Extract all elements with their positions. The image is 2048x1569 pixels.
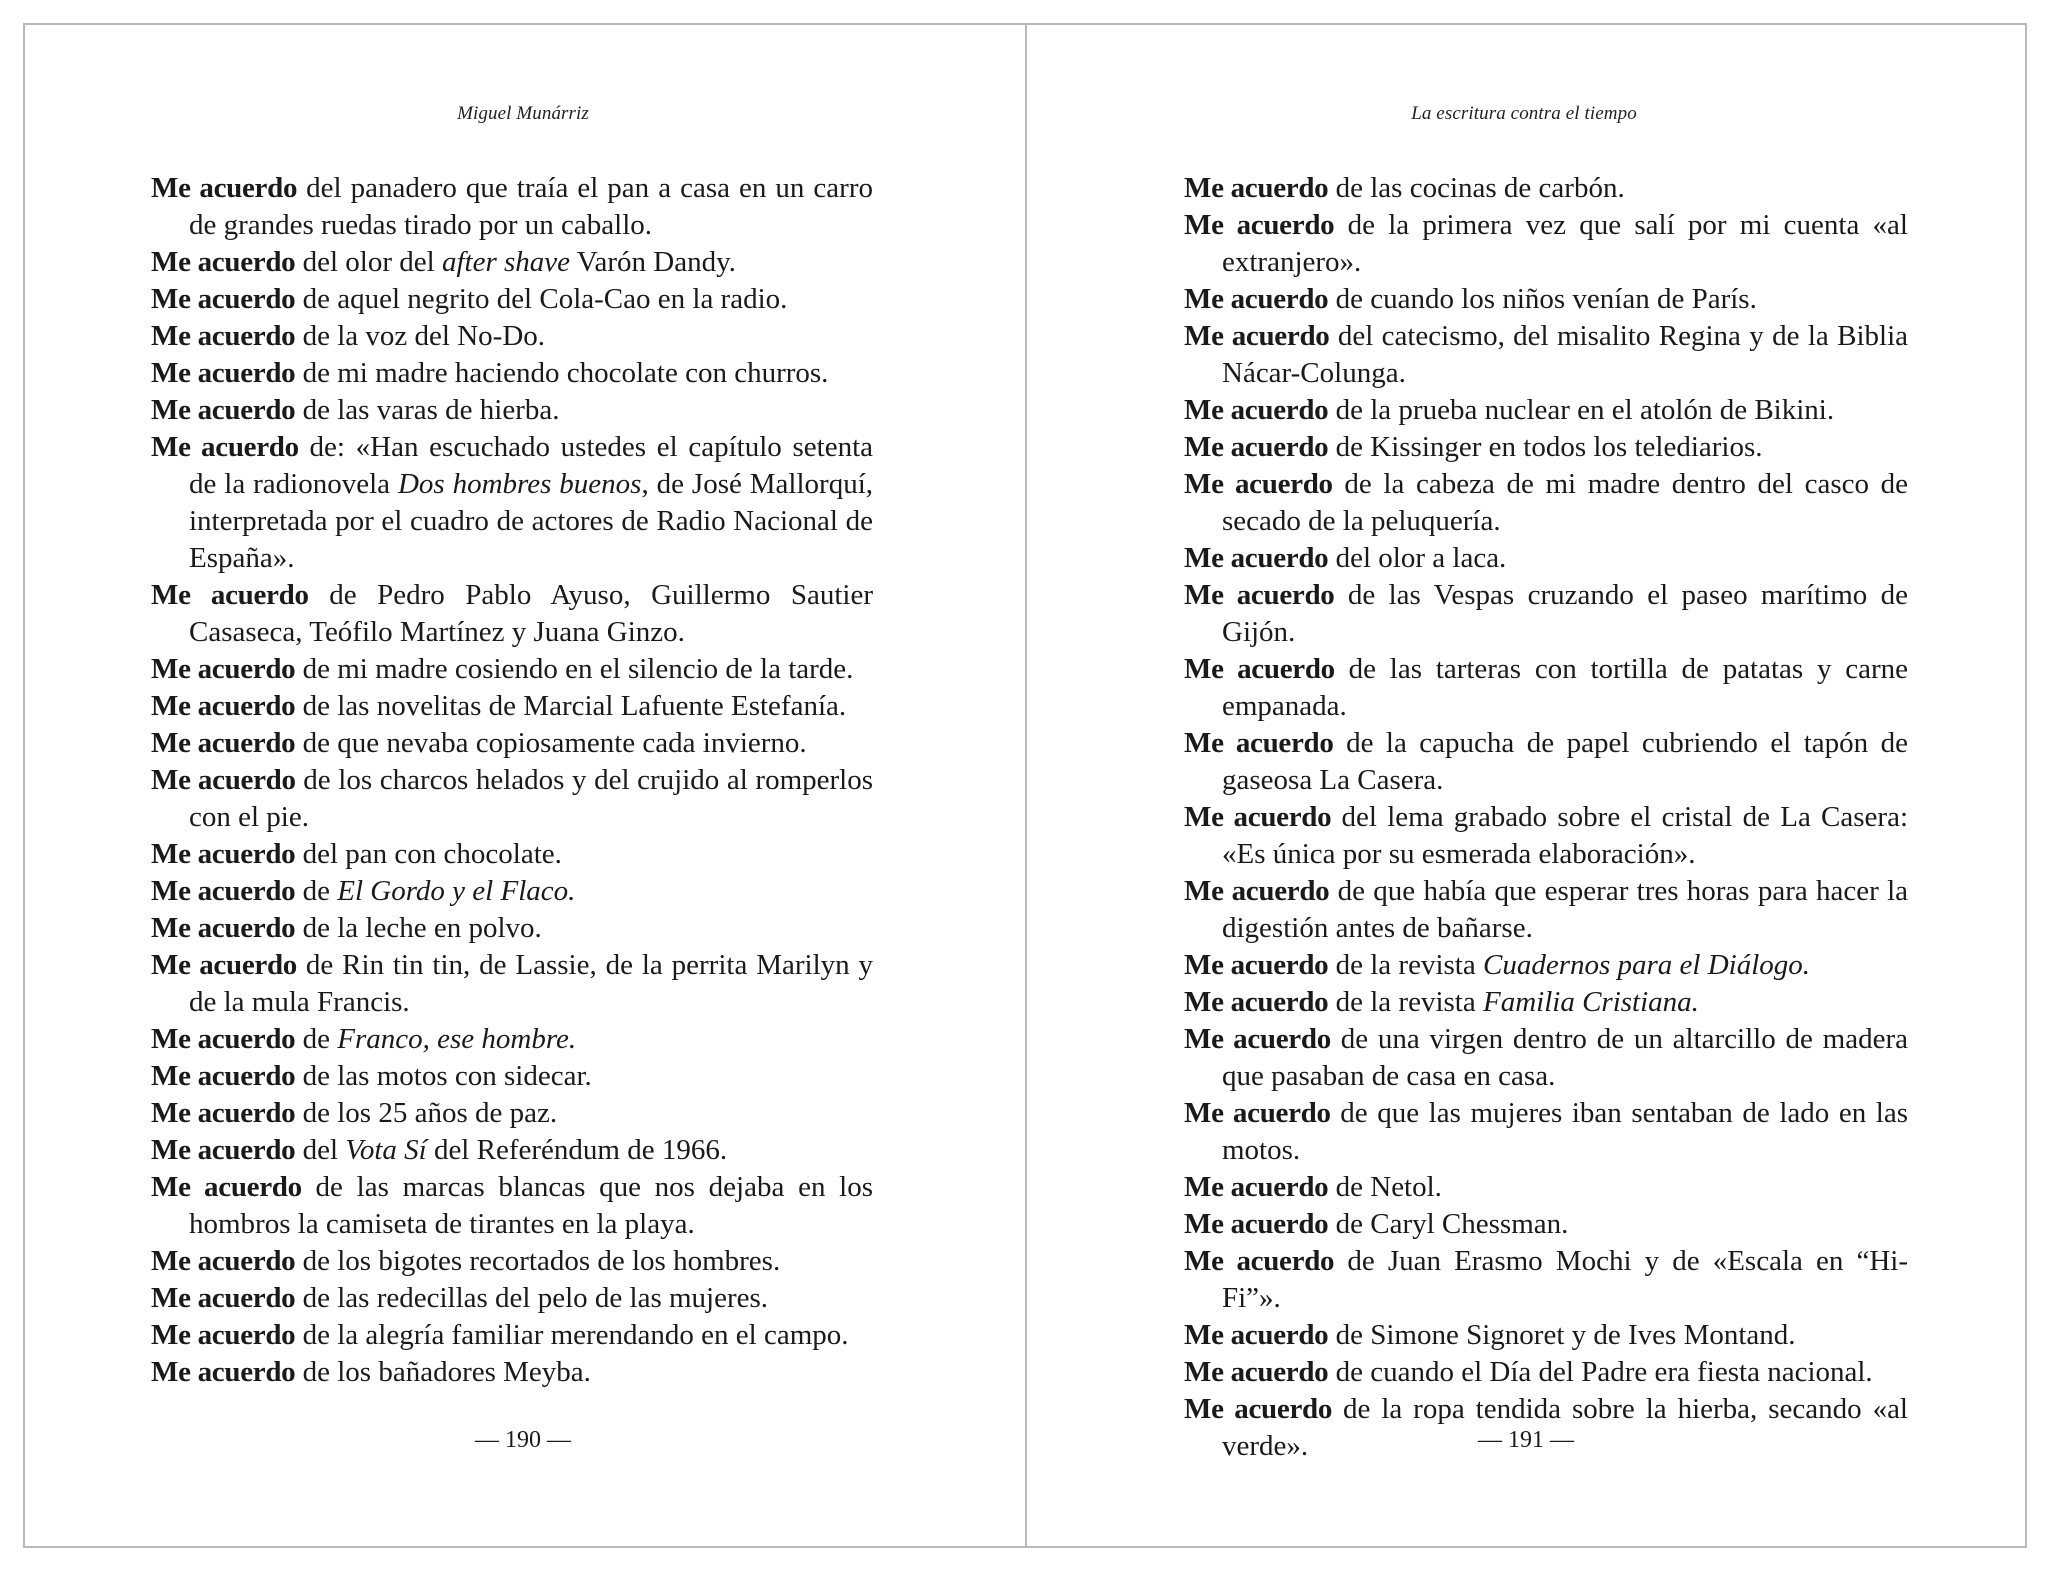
list-item	[1184, 1095, 1908, 1169]
entry-text: de cuando el Día del Padre era fiesta nacional.	[1328, 1356, 1873, 1388]
list-item	[1184, 1206, 1908, 1243]
entry-lead: Me acuerdo	[1184, 1319, 1329, 1351]
entry-text: de los bigotes recortados de los hombres.	[295, 1245, 781, 1277]
entry-text: de	[295, 1023, 338, 1055]
list-item	[151, 1243, 873, 1280]
entry-text: de los charcos helados y del crujido al romperlos con el pie.	[189, 764, 873, 833]
entry-text: de la ropa tendida sobre la hierba, secando «al verde».	[1222, 1393, 1908, 1462]
list-item	[1184, 1317, 1908, 1354]
entry-lead: Me acuerdo	[151, 949, 297, 981]
entry-lead: Me acuerdo	[151, 320, 296, 352]
entry-text: de: «Han escuchado ustedes el capítulo setenta de la radionovela	[189, 431, 873, 500]
entry-lead: Me acuerdo	[151, 1245, 296, 1277]
entry-text: de los bañadores Meyba.	[295, 1356, 591, 1388]
entry-text: de la voz del No-Do.	[295, 320, 546, 352]
entry-text: de Rin tin tin, de Lassie, de la perrita Marilyn y de la mula Francis.	[189, 949, 873, 1018]
entry-italic-title: Dos hombres buenos	[397, 468, 642, 500]
list-item	[151, 762, 873, 836]
entry-lead: Me acuerdo	[151, 1023, 296, 1055]
entry-lead: Me acuerdo	[1184, 542, 1329, 574]
entry-lead: Me acuerdo	[151, 579, 309, 611]
entry-text: de las tarteras con tortilla de patatas y carne empanada.	[1222, 653, 1908, 722]
list-item	[151, 1058, 873, 1095]
list-item	[1184, 577, 1908, 651]
entry-text: del panadero que traía el pan a casa en un carro de grandes ruedas tirado por un caballo.	[189, 172, 873, 241]
entry-text: de Kissinger en todos los telediarios.	[1328, 431, 1763, 463]
entry-text: de las cocinas de carbón.	[1328, 172, 1625, 204]
entry-lead: Me acuerdo	[151, 838, 296, 870]
entry-text: de las marcas blancas que nos dejaba en los hombros la camiseta de tirantes en la playa.	[189, 1171, 874, 1240]
entry-text: de la revista	[1328, 949, 1483, 981]
list-item	[151, 873, 873, 910]
entry-italic-title: Familia Cristiana.	[1482, 986, 1699, 1018]
list-item	[151, 281, 873, 318]
entry-lead: Me acuerdo	[1184, 727, 1334, 759]
list-item	[151, 244, 873, 281]
entry-text: de los 25 años de paz.	[295, 1097, 558, 1129]
entry-lead: Me acuerdo	[1184, 1023, 1331, 1055]
entry-text: de	[295, 875, 338, 907]
entry-text: del catecismo, del misalito Regina y de la Biblia Nácar-Colunga.	[1222, 320, 1908, 389]
list-item	[151, 1354, 873, 1391]
list-item	[1184, 1021, 1908, 1095]
list-item	[1184, 651, 1908, 725]
book-spread	[23, 23, 2027, 1548]
entry-text: del pan con chocolate.	[295, 838, 562, 870]
list-item	[1184, 281, 1908, 318]
entry-text: de que nevaba copiosamente cada invierno.	[295, 727, 807, 759]
entry-lead: Me acuerdo	[151, 653, 296, 685]
list-item	[151, 355, 873, 392]
entry-lead: Me acuerdo	[151, 431, 299, 463]
list-item	[1184, 392, 1908, 429]
list-item	[1184, 1243, 1908, 1317]
entry-text: de mi madre haciendo chocolate con churros.	[295, 357, 829, 389]
list-item	[1184, 947, 1908, 984]
list-item	[151, 1169, 873, 1243]
running-head-author: Miguel Munárriz	[457, 103, 589, 124]
entry-lead: Me acuerdo	[151, 394, 296, 426]
page-number: — 190 —	[475, 1427, 571, 1453]
entry-text: de mi madre cosiendo en el silencio de la tarde.	[295, 653, 854, 685]
entry-lead: Me acuerdo	[1184, 1393, 1333, 1425]
entry-lead: Me acuerdo	[151, 690, 296, 722]
entry-lead: Me acuerdo	[151, 1282, 296, 1314]
entry-italic-title: Cuadernos para el Diálogo.	[1482, 949, 1811, 981]
entry-lead: Me acuerdo	[151, 912, 296, 944]
entry-lead: Me acuerdo	[151, 1171, 302, 1203]
entry-text: de Caryl Chessman.	[1328, 1208, 1569, 1240]
page-number: — 191 —	[1478, 1427, 1574, 1453]
list-item	[151, 836, 873, 873]
list-item	[151, 1132, 873, 1169]
right-page	[1027, 25, 2025, 1546]
list-item	[1184, 318, 1908, 392]
entry-lead: Me acuerdo	[151, 1134, 296, 1166]
entry-lead: Me acuerdo	[1184, 1245, 1335, 1277]
entry-text: de las varas de hierba.	[295, 394, 560, 426]
memory-list	[151, 170, 873, 1391]
entry-lead: Me acuerdo	[1184, 1356, 1329, 1388]
list-item	[151, 947, 873, 1021]
list-item	[1184, 799, 1908, 873]
list-item	[1184, 429, 1908, 466]
entry-italic-title: El Gordo y el Flaco.	[337, 875, 576, 907]
list-item	[151, 392, 873, 429]
entry-text: de Simone Signoret y de Ives Montand.	[1328, 1319, 1796, 1351]
list-item	[1184, 207, 1908, 281]
list-item	[1184, 540, 1908, 577]
entry-lead: Me acuerdo	[151, 246, 296, 278]
entry-text: de cuando los niños venían de París.	[1328, 283, 1757, 315]
entry-lead: Me acuerdo	[1184, 320, 1330, 352]
entry-text: de la cabeza de mi madre dentro del casco de secado de la peluquería.	[1222, 468, 1908, 537]
entry-text: del olor del	[295, 246, 442, 278]
entry-lead: Me acuerdo	[151, 1356, 296, 1388]
list-item	[151, 651, 873, 688]
entry-text: de las novelitas de Marcial Lafuente Estefanía.	[295, 690, 847, 722]
entry-text: del olor a laca.	[1328, 542, 1507, 574]
entry-lead: Me acuerdo	[1184, 394, 1329, 426]
list-item	[151, 1021, 873, 1058]
entry-text: de la revista	[1328, 986, 1483, 1018]
list-item	[1184, 1354, 1908, 1391]
entry-lead: Me acuerdo	[151, 357, 296, 389]
entry-lead: Me acuerdo	[151, 283, 296, 315]
list-item	[151, 910, 873, 947]
entry-lead: Me acuerdo	[1184, 209, 1335, 241]
entry-text: del	[295, 1134, 346, 1166]
entry-text: de la primera vez que salí por mi cuenta «al extranjero».	[1222, 209, 1908, 278]
list-item	[1184, 984, 1908, 1021]
entry-text: de aquel negrito del Cola-Cao en la radio.	[295, 283, 788, 315]
entry-text: de que las mujeres iban sentaban de lado en las motos.	[1222, 1097, 1909, 1166]
entry-lead: Me acuerdo	[1184, 1171, 1329, 1203]
entry-lead: Me acuerdo	[1184, 468, 1333, 500]
entry-lead: Me acuerdo	[1184, 283, 1329, 315]
list-item	[151, 577, 873, 651]
entry-text: de Juan Erasmo Mochi y de «Escala en “Hi-Fi”».	[1222, 1245, 1908, 1314]
entry-text: de la capucha de papel cubriendo el tapón de gaseosa La Casera.	[1222, 727, 1908, 796]
list-item	[1184, 466, 1908, 540]
list-item	[151, 170, 873, 244]
entry-text-after: Varón Dandy.	[570, 246, 736, 278]
entry-italic-title: Vota Sí	[345, 1134, 427, 1166]
list-item	[151, 688, 873, 725]
entry-text: de Pedro Pablo Ayuso, Guillermo Sautier Casaseca, Teófilo Martínez y Juana Ginzo.	[189, 579, 873, 648]
entry-lead: Me acuerdo	[1184, 172, 1329, 204]
left-page	[25, 25, 1025, 1546]
entry-text: de la alegría familiar merendando en el campo.	[295, 1319, 849, 1351]
entry-lead: Me acuerdo	[1184, 949, 1329, 981]
entry-text-after: , de José Mallorquí, interpretada por el cuadro de actores de Radio Nacional de España».	[189, 468, 874, 574]
entry-lead: Me acuerdo	[1184, 1097, 1331, 1129]
entry-text: de las redecillas del pelo de las mujeres.	[295, 1282, 769, 1314]
list-item	[1184, 725, 1908, 799]
list-item	[151, 429, 873, 577]
entry-lead: Me acuerdo	[151, 1319, 296, 1351]
entry-text: de las Vespas cruzando el paseo marítimo de Gijón.	[1222, 579, 1908, 648]
entry-lead: Me acuerdo	[151, 875, 296, 907]
entry-lead: Me acuerdo	[151, 764, 296, 796]
entry-lead: Me acuerdo	[1184, 579, 1335, 611]
entry-lead: Me acuerdo	[1184, 653, 1335, 685]
list-item	[151, 1095, 873, 1132]
entry-text: de las motos con sidecar.	[295, 1060, 592, 1092]
list-item	[1184, 170, 1908, 207]
list-item	[1184, 873, 1908, 947]
entry-lead: Me acuerdo	[1184, 875, 1330, 907]
entry-text: de una virgen dentro de un altarcillo de madera que pasaban de casa en casa.	[1222, 1023, 1908, 1092]
entry-lead: Me acuerdo	[151, 727, 296, 759]
entry-italic-title: Franco, ese hombre.	[337, 1023, 577, 1055]
entry-lead: Me acuerdo	[1184, 431, 1329, 463]
entry-lead: Me acuerdo	[1184, 801, 1332, 833]
entry-lead: Me acuerdo	[151, 1097, 296, 1129]
entry-lead: Me acuerdo	[151, 1060, 296, 1092]
entry-text: del lema grabado sobre el cristal de La Casera: «Es única por su esmerada elaboración».	[1222, 801, 1909, 870]
entry-italic-title: after shave	[441, 246, 571, 278]
entry-text: de que había que esperar tres horas para hacer la digestión antes de bañarse.	[1222, 875, 1908, 944]
entry-lead: Me acuerdo	[151, 172, 298, 204]
entry-lead: Me acuerdo	[1184, 986, 1329, 1018]
entry-lead: Me acuerdo	[1184, 1208, 1329, 1240]
running-head-title: La escritura contra el tiempo	[1411, 103, 1637, 124]
entry-text: de la leche en polvo.	[295, 912, 542, 944]
memory-list	[1184, 170, 1908, 1465]
entry-text: de la prueba nuclear en el atolón de Bikini.	[1328, 394, 1835, 426]
list-item	[151, 1280, 873, 1317]
entry-text: de Netol.	[1328, 1171, 1442, 1203]
list-item	[1184, 1169, 1908, 1206]
entry-text-after: del Referéndum de 1966.	[426, 1134, 728, 1166]
list-item	[151, 1317, 873, 1354]
list-item	[151, 725, 873, 762]
list-item	[151, 318, 873, 355]
